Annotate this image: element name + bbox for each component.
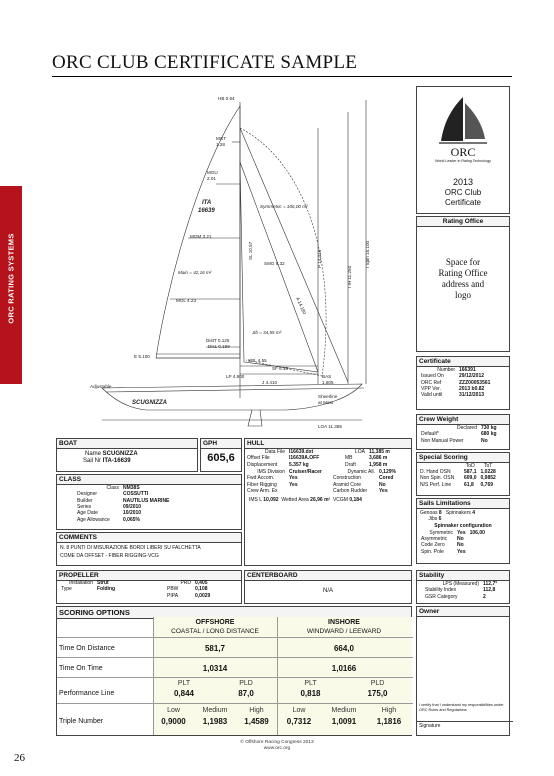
title-rule <box>52 76 512 77</box>
p-label: P 14.010 <box>317 249 322 268</box>
sail-mark-digits: 16639 <box>198 208 215 214</box>
special-scoring-table: ToD ToT D. Hand OSN 587,1 1,0228 Non Spin. OSN 609,0 0,9852 N/S Perf. Line 61,8 0,769 <box>420 463 496 488</box>
footer-url: www.orc.org <box>263 746 291 751</box>
orc-logo-text: ORC <box>450 145 476 159</box>
sails-limitations-header: Sails Limitations <box>417 499 509 509</box>
tn-offshore-medium: 1,1983 <box>202 717 228 726</box>
propeller-install-table: Installation Strut Type Folding <box>61 580 116 593</box>
special-scoring-header: Special Scoring <box>417 453 509 463</box>
tod-label: Time On Distance <box>59 645 115 652</box>
jib-area-label: Jib = 34,55 m² <box>252 330 282 335</box>
bas-label: BAS <box>322 374 332 379</box>
certificate-type-line1: ORC Club <box>444 188 482 197</box>
adjustable-label: Adjustable <box>90 384 112 389</box>
lp-label: LP 4.800 <box>226 374 245 379</box>
sails-limitations-box: Sails Limitations Genoas 8 Spinnakers 4 Jibs 6 Spinnaker configuration Symmetric Yes 106,00 Asymmetric No Code Zero No Spin. Pole Yes <box>416 498 510 564</box>
offshore-header: OFFSHORE <box>195 619 235 626</box>
loa-label: LOA 11.385 <box>318 424 342 429</box>
main-area-label: Main = 42,16 m² <box>178 270 212 275</box>
comments-line-2: COME DA OFFSET - FIBER RIGGING-VCG <box>60 553 159 560</box>
boat-header: BOAT <box>57 439 197 449</box>
special-scoring-box <box>416 452 510 496</box>
crew-weight-table: Declared 730 kg Default* 680 kg Non Manual Power No <box>421 425 497 444</box>
certificate-header: Certificate <box>417 357 509 367</box>
certificate-type-line2: Certificate <box>444 198 481 207</box>
mgm-label: MGM 3.21 <box>190 234 212 239</box>
spin-config-header: Spinnaker configuration <box>434 523 492 530</box>
sail-mark: ITA <box>202 200 212 206</box>
a-label: A 14.180 <box>295 296 308 315</box>
comments-header: COMMENTS <box>57 533 241 543</box>
owner-declaration: I certify that I understand my responsibilities under ORC Rules and Regulations <box>419 703 504 712</box>
pl-offshore-pld: 87,0 <box>238 689 254 698</box>
footer-copyright: © Offshore Racing Congress 2013 <box>240 740 314 745</box>
hull-name: SCUGNIZZA <box>132 400 167 406</box>
boat-box: BOAT Name SCUGNIZZA Sail Nr ITA-16639 <box>56 438 198 472</box>
mgu-value: 2.01 <box>207 176 216 181</box>
crew-weight-box <box>416 414 510 450</box>
e-label: E 5.100 <box>134 354 150 359</box>
comments-box <box>56 532 242 566</box>
sail-plan-drawing <box>56 92 412 432</box>
sail-number: ITA-16639 <box>102 458 131 464</box>
certificate-table: Number 166391 Issued On 29/12/2012 ORC Ref ZZZ00053561 VPP Ver. 2013 b0.82 Valid until 31/12/2013 <box>421 367 491 399</box>
mgl-label: MGL 4.23 <box>176 298 197 303</box>
sl-label: SL 10.57 <box>248 241 253 260</box>
orc-tagline: World Leader in Rating Technology <box>435 159 491 163</box>
pl-offshore-plt: 0,844 <box>173 689 195 698</box>
mgt-label: MGT <box>216 136 227 141</box>
tod-inshore: 664,0 <box>333 644 355 653</box>
side-tab-label: ORC RATING SYSTEMS <box>6 233 16 324</box>
rating-office-placeholder: Space for Rating Office address and logo <box>438 257 488 300</box>
triple-number-label: Triple Number <box>59 718 104 725</box>
comments-line-1: N. 8 PUNTI DI MISURAZIONE BORDI LIBERI SU FALCHETTA <box>60 545 201 551</box>
pl-inshore-pld: 175,0 <box>367 689 388 698</box>
gph-header: GPH <box>201 439 241 449</box>
tod-offshore: 581,7 <box>204 644 226 653</box>
spin-config-table: Symmetric Yes 106,00 Asymmetric No Code Zero No Spin. Pole Yes <box>421 529 485 555</box>
crew-weight-header: Crew Weight <box>417 415 509 425</box>
spl-label: SPL 4.55 <box>248 358 267 363</box>
orc-sail-logo-icon <box>437 95 489 145</box>
tn-offshore-high: 1,4589 <box>244 717 269 726</box>
hull-table-right: LOA 11,385 m MB 3,686 m Draft 1,958 m <box>345 449 390 468</box>
certificate-year: 2013 <box>452 177 474 187</box>
class-header: CLASS <box>57 475 241 485</box>
stability-box <box>416 570 510 604</box>
hull-table-right-2: Dynamic All. 0,129% Construction Cored Aramid Core No Carbon Rudder Yes <box>333 469 396 495</box>
stability-header: Stability <box>417 571 509 581</box>
tot-offshore: 1,0314 <box>202 664 228 673</box>
hb-label: HB 0.64 <box>218 96 235 101</box>
centerboard-header: CENTERBOARD <box>245 571 411 581</box>
j-label: J 4.410 <box>262 380 278 385</box>
sf-label: SF 6.10 <box>272 366 289 371</box>
tn-offshore-low: 0,9000 <box>161 717 186 726</box>
hull-table-left: Data File I16639.dxt Offset File I16639A.OFF Displacement 5.357 kg <box>247 449 320 468</box>
hull-header: HULL <box>245 439 411 449</box>
hull-box <box>244 438 412 566</box>
tn-inshore-medium: 1,0091 <box>331 717 357 726</box>
disl-label: DisL 0.199 <box>208 344 230 349</box>
centerboard-value: N/A <box>322 588 333 594</box>
pl-inshore-plt: 0,818 <box>300 689 321 698</box>
bas-value: 1.605 <box>322 380 334 385</box>
scoring-options-box: SCORING OPTIONS OFFSHORE COASTAL / LONG DISTANCE INSHORE WINDWARD / LEEWARD Time On Distance 581,7 664,0 Time On Time 1,0314 1,0166 Performance Line PLT PLD PLT PLD 0,844 87,0 0,818 175,0 Triple Number Low Medium High Low Medium High 0,9000 1,1983 1,4589 0,7312 1,0091 1,1816 <box>56 606 412 736</box>
ih-label: I IH 11.250 <box>347 265 352 288</box>
class-box <box>56 474 242 530</box>
tn-inshore-low: 0,7312 <box>286 717 312 726</box>
propeller-header: PROPELLER <box>57 571 241 581</box>
distt-label: DistT 0.125 <box>206 338 230 343</box>
side-tab <box>0 186 22 384</box>
owner-box <box>416 606 510 736</box>
offshore-subheader: COASTAL / LONG DISTANCE <box>171 628 259 635</box>
propeller-box <box>56 570 242 604</box>
mgt-value: 1.28 <box>216 142 225 147</box>
certificate-box <box>416 356 510 410</box>
tn-inshore-high: 1,1816 <box>376 717 402 726</box>
inshore-header: INSHORE <box>328 619 360 626</box>
hull-ims-line: IMS L 10,092 Wetted Area 26,96 m² VCGM 0,184 <box>249 497 362 503</box>
ispin-label: I Spin 15.100 <box>365 240 370 268</box>
orc-logo-box <box>416 86 510 214</box>
class-table: Class NM38S Designer COSSUTTI Builder NAUTILUS MARINE Series 09/2010 Age Date 10/2010 Age Allowance 0,065% <box>77 485 170 523</box>
inshore-subheader: WINDWARD / LEEWARD <box>306 628 382 635</box>
propeller-values-table: PRD 0,405 PBW 0,108 PIPA 0,0029 <box>167 580 211 599</box>
gph-box <box>200 438 242 472</box>
tot-label: Time On Time <box>59 665 103 672</box>
gph-value: 605,6 <box>207 452 235 464</box>
sheerline-label-2: at Mast <box>318 400 334 405</box>
centerboard-box <box>244 570 412 604</box>
tot-inshore: 1,0166 <box>331 664 357 673</box>
mgu-label: MGU <box>207 170 218 175</box>
symmetric-area-label: Symmetric = 106,00 m² <box>260 204 308 209</box>
page-title: ORC CLUB CERTIFICATE SAMPLE <box>52 52 358 73</box>
scoring-options-header: SCORING OPTIONS <box>57 607 411 619</box>
owner-header: Owner <box>417 607 509 617</box>
boat-name: SCUGNIZZA <box>102 451 138 457</box>
rating-office-header: Rating Office <box>417 217 509 227</box>
signature-field: Signature <box>417 721 513 730</box>
perf-line-label: Performance Line <box>59 690 115 697</box>
smg-label: SMG 8.32 <box>264 261 285 266</box>
stability-table: LPS (Measured) 112,7° Stability Index 112,8 GSR Category 2 <box>425 581 498 600</box>
sheerline-label: Sheerline <box>318 394 338 399</box>
rating-office-box <box>416 216 510 352</box>
hull-table-left-2: IMS Division Cruiser/Racer Fwd Accom. Yes Fiber Rigging Yes Crew Arm. Ex <box>247 469 322 494</box>
page-number: 26 <box>14 752 25 764</box>
